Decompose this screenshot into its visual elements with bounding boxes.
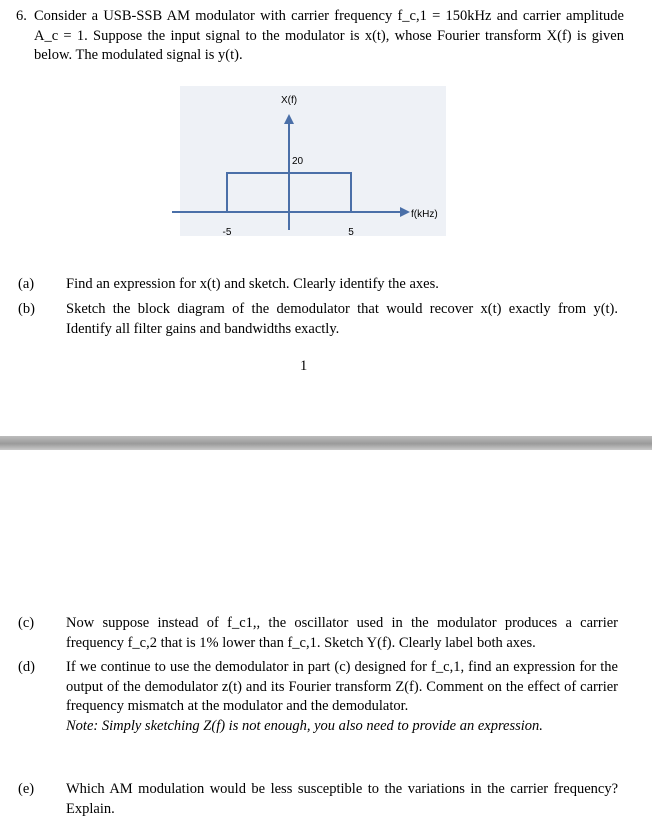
question-text: Now suppose instead of f_c1,, the oscillator used in the modulator produces a carrier frequency f_c,2 that is 1% lower than f_c,1. Sketch Y(f). Clearly label both axes. [66, 615, 618, 651]
level-label: 20 [292, 156, 304, 167]
question-note: Note: Simply sketching Z(f) is not enough, you also need to provide an expression. [66, 717, 543, 734]
question-label: (c) [18, 615, 35, 631]
question-label: (d) [18, 659, 35, 675]
page-separator [0, 436, 652, 450]
problem-intro-text: Consider a USB-SSB AM modulator with carrier frequency f_c,1 = 150kHz and carrier amplitude A_c = 1. Suppose the input signal to the modulator is x(t), whose Fourier transform X(f) is given below. The modulated signal is y(t). [34, 8, 624, 63]
question-label: (a) [18, 276, 35, 292]
page-2 [0, 450, 652, 834]
question-b [18, 300, 620, 339]
x-axis-label: f(kHz) [411, 209, 438, 220]
fourier-transform-figure [168, 86, 458, 236]
question-label: (e) [18, 781, 35, 797]
tick-label-right: 5 [348, 227, 354, 236]
question-a [18, 275, 620, 295]
page-number: 1 [300, 358, 308, 374]
question-label: (b) [18, 301, 35, 317]
problem-number: 6. [16, 8, 27, 24]
question-text: If we continue to use the demodulator in part (c) designed for f_c,1, find an expression for the output of the demodulator z(t) and its Fourier transform Z(f). Comment on the effect of carrier frequency mismatch at the modulator and the demodulator. [66, 659, 618, 714]
question-d [18, 658, 620, 736]
question-c [18, 614, 620, 653]
y-axis-label: X(f) [280, 95, 298, 106]
question-e [18, 780, 620, 819]
question-text: Find an expression for x(t) and sketch. Clearly identify the axes. [66, 276, 439, 292]
tick-label-left: -5 [222, 227, 232, 236]
question-text: Sketch the block diagram of the demodulator that would recover x(t) exactly from y(t). Identify all filter gains and bandwidths exactly. [66, 301, 618, 337]
problem-intro [16, 7, 624, 66]
question-text: Which AM modulation would be less susceptible to the variations in the carrier frequency? Explain. [66, 781, 618, 817]
